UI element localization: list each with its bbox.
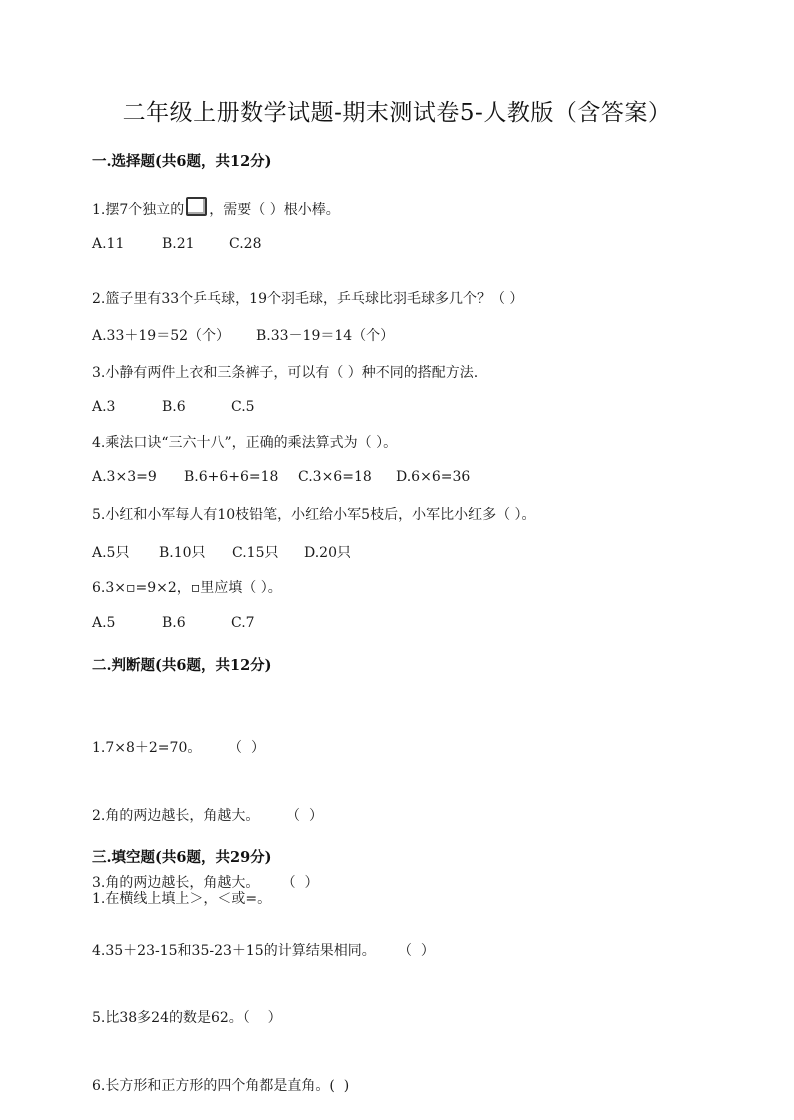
section-heading-choice: 一.选择题(共6题，共12分) [92, 153, 272, 170]
question-1-text-end: ，需要（ ）根小棒。 [209, 202, 340, 218]
true-false-item: 1.7×8＋2=70。 （ ） [92, 740, 265, 756]
true-false-item: 6.长方形和正方形的四个角都是直角。( ) [92, 1077, 350, 1094]
option: C.7 [231, 615, 255, 631]
true-false-item: 5.比38多24的数是62。（ ） [92, 1010, 282, 1026]
option: A.33＋19＝52（个） [92, 328, 231, 344]
option: B.6 [162, 615, 186, 631]
question-5: 5.小红和小军每人有10枝铅笔，小红给小军5枝后，小军比小红多（ ）。 [92, 507, 536, 523]
option: B.6+6+6=18 [184, 469, 279, 485]
option: A.5只 [92, 545, 130, 561]
question-2-options [92, 325, 394, 345]
option: B.33－19＝14（个） [256, 328, 395, 344]
question-1-text-start: 1.摆7个独立的 [92, 202, 185, 218]
question-5-options [92, 542, 351, 562]
option: B.6 [162, 399, 186, 415]
true-false-item: 2.角的两边越长，角越大。 （ ） [92, 807, 323, 824]
option: D.6×6=36 [396, 469, 471, 485]
question-4: 4.乘法口诀“三六十八”，正确的乘法算式为（ ）。 [92, 435, 398, 451]
question-2: 2.篮子里有33个乒乓球，19个羽毛球，乒乓球比羽毛球多几个？（ ） [92, 291, 524, 307]
fill-question-1: 1.在横线上填上＞，＜或=。 [92, 891, 272, 907]
question-3-options [92, 399, 255, 415]
square-icon [186, 197, 207, 216]
option: C.3×6=18 [298, 469, 372, 485]
option: C.5 [231, 399, 255, 415]
option: B.10只 [159, 545, 206, 561]
section-heading-fill-in: 三.填空题(共6题，共29分) [92, 849, 272, 866]
option: A.3×3=9 [92, 469, 157, 485]
true-false-item: 3.角的两边越长，角越大。 （ ） [92, 875, 319, 891]
option: A.3 [92, 399, 116, 415]
page-title: 二年级上册数学试题-期末测试卷5-人教版（含答案） [122, 100, 672, 126]
question-1 [92, 197, 340, 219]
option: D.20只 [304, 545, 351, 561]
section-heading-true-false: 二.判断题(共6题，共12分) [92, 657, 272, 674]
question-4-options [92, 469, 470, 485]
option: B.21 [162, 236, 195, 252]
question-6-options [92, 615, 255, 631]
true-false-item: 4.35＋23-15和35-23＋15的计算结果相同。 （ ） [92, 942, 435, 959]
question-3: 3.小静有两件上衣和三条裤子，可以有（ ）种不同的搭配方法. [92, 365, 479, 381]
question-1-options [92, 236, 261, 252]
option: A.5 [92, 615, 116, 631]
option: C.28 [229, 236, 262, 252]
question-6: 6.3×▫=9×2，▫里应填（ ）。 [92, 580, 282, 596]
option: C.15只 [232, 545, 279, 561]
option: A.11 [92, 236, 125, 252]
